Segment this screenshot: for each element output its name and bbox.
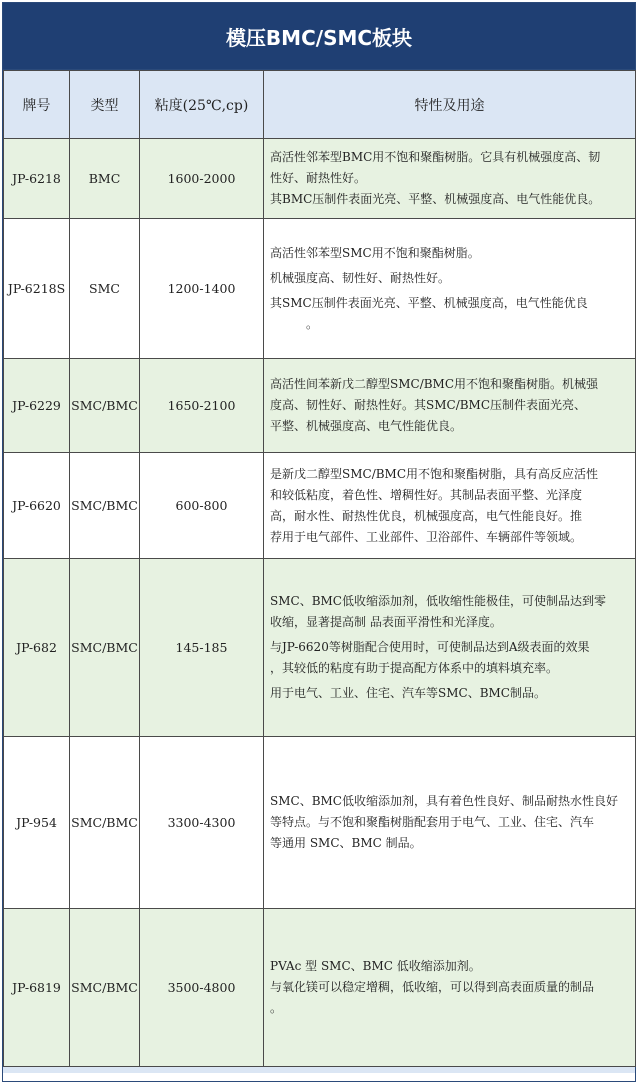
type-cell: SMC/BMC: [70, 453, 140, 559]
header-properties: 特性及用途: [264, 71, 636, 139]
table-row: [4, 219, 636, 359]
viscosity-cell: 3300-4300: [140, 737, 264, 909]
header-grade: 牌号: [4, 71, 70, 139]
grade-cell: JP-6229: [4, 359, 70, 453]
table-row: [4, 737, 636, 909]
table-row: [4, 359, 636, 453]
properties-line: 与氧化镁可以稳定增稠，低收缩，可以得到高表面质量的制品: [270, 980, 595, 994]
properties-cell: [264, 219, 636, 359]
viscosity-cell: 1200-1400: [140, 219, 264, 359]
properties-line: 其SMC压制件表面光亮、平整、机械强度高，电气性能优良: [270, 295, 588, 310]
viscosity-cell: 145-185: [140, 559, 264, 737]
properties-line: SMC、BMC低收缩添加剂，低收缩性能极佳，可使制品达到零: [270, 594, 606, 608]
properties-line: 与JP-6620等树脂配合使用时，可使制品达到A级表面的效果: [270, 640, 590, 654]
product-table-frame: [2, 2, 636, 1082]
type-cell: SMC: [70, 219, 140, 359]
properties-line: 高活性间苯新戊二醇型SMC/BMC用不饱和聚酯树脂。机械强: [270, 377, 599, 391]
properties-cell: [264, 453, 636, 559]
properties-line: 平整、机械强度高、电气性能优良。: [270, 419, 463, 433]
viscosity-cell: 1650-2100: [140, 359, 264, 453]
grade-cell: JP-954: [4, 737, 70, 909]
properties-line: 度高、韧性好、耐热性好。其SMC/BMC压制件表面光亮、: [270, 398, 587, 412]
properties-cell: [264, 359, 636, 453]
properties-line: 等通用 SMC、BMC 制品。: [270, 836, 422, 850]
grade-cell: JP-6218: [4, 139, 70, 219]
properties-line: 是新戊二醇型SMC/BMC用不饱和聚酯树脂，具有高反应活性: [270, 466, 599, 481]
table-title: 模压BMC/SMC板块: [3, 3, 635, 70]
header-type: 类型: [70, 71, 140, 139]
viscosity-cell: 1600-2000: [140, 139, 264, 219]
properties-cell: [264, 909, 636, 1067]
properties-cell: [264, 737, 636, 909]
properties-line: 高活性邻苯型SMC用不饱和聚酯树脂。: [270, 245, 480, 260]
grade-cell: JP-682: [4, 559, 70, 737]
type-cell: SMC/BMC: [70, 737, 140, 909]
properties-line: 荐用于电气部件、工业部件、卫浴部件、车辆部件等领域。: [270, 529, 583, 544]
grade-cell: JP-6819: [4, 909, 70, 1067]
table-row: [4, 453, 636, 559]
properties-line: 。: [270, 1001, 283, 1015]
product-table: [3, 70, 636, 1067]
properties-line: SMC、BMC低收缩添加剂，具有着色性良好、制品耐热水性良好: [270, 794, 618, 808]
properties-line: 高活性邻苯型BMC用不饱和聚酯树脂。它具有机械强度高、韧: [270, 150, 601, 164]
properties-line: 其BMC压制件表面光亮、平整、机械强度高、电气性能优良。: [270, 192, 601, 206]
viscosity-cell: 3500-4800: [140, 909, 264, 1067]
properties-line: 。: [306, 316, 319, 331]
table-row: [4, 909, 636, 1067]
header-row: [4, 71, 636, 139]
type-cell: BMC: [70, 139, 140, 219]
type-cell: SMC/BMC: [70, 359, 140, 453]
properties-line: ，其较低的粘度有助于提高配方体系中的填料填充率。: [270, 661, 559, 675]
properties-cell: [264, 139, 636, 219]
properties-line: 高，耐水性、耐热性优良，机械强度高，电气性能良好。推: [270, 508, 583, 523]
properties-line: 性好、耐热性好。: [270, 171, 367, 185]
type-cell: SMC/BMC: [70, 909, 140, 1067]
type-cell: SMC/BMC: [70, 559, 140, 737]
properties-line: 等特点。与不饱和聚酯树脂配套用于电气、工业、住宅、汽车: [270, 815, 595, 829]
viscosity-cell: 600-800: [140, 453, 264, 559]
properties-line: 用于电气、工业、住宅、汽车等SMC、BMC制品。: [270, 686, 546, 700]
grade-cell: JP-6218S: [4, 219, 70, 359]
table-bottom-strip: [3, 1067, 635, 1073]
properties-cell: [264, 559, 636, 737]
properties-line: PVAc 型 SMC、BMC 低收缩添加剂。: [270, 959, 481, 973]
properties-line: 收缩，显著提高制 品表面平滑性和光泽度。: [270, 615, 502, 629]
table-row: [4, 139, 636, 219]
properties-line: 机械强度高、韧性好、耐热性好。: [270, 270, 451, 285]
grade-cell: JP-6620: [4, 453, 70, 559]
properties-line: 和较低粘度，着色性、增稠性好。其制品表面平整、光泽度: [270, 487, 583, 502]
table-row: [4, 559, 636, 737]
header-viscosity: 粘度(25℃,cp): [140, 71, 264, 139]
